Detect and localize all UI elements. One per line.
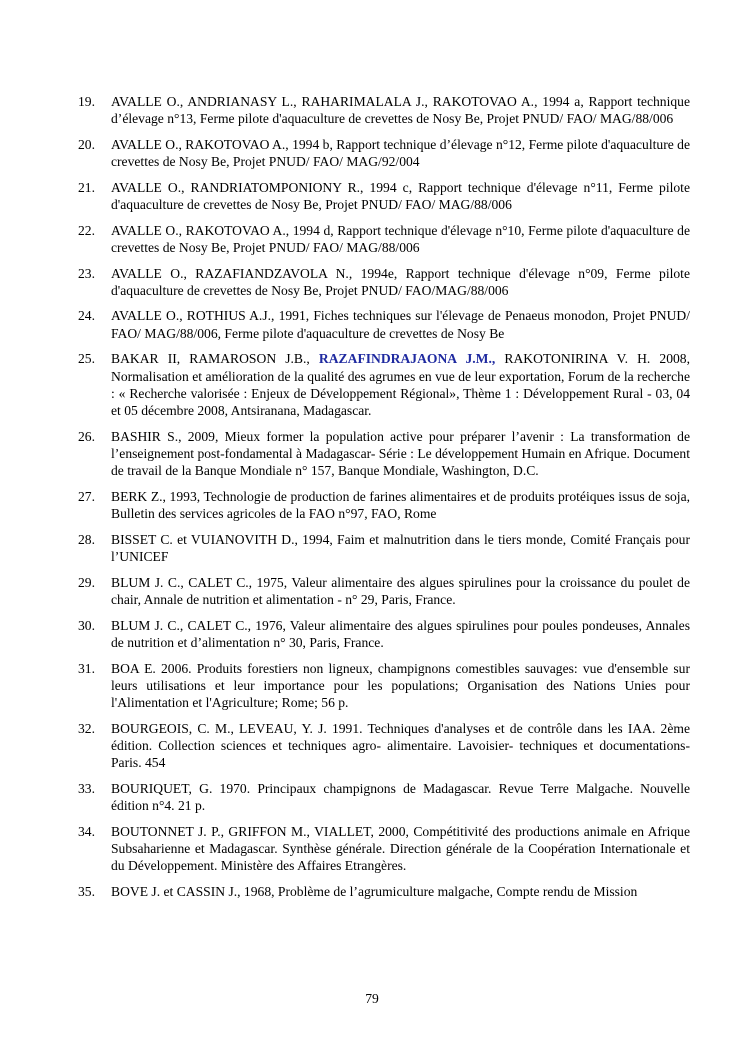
reference-text: BERK Z., 1993, Technologie de production de farines alimentaires et de produits protéiques issus de soja, Bulletin des services agricoles de la FAO n°97, FAO, Rome	[111, 489, 690, 522]
reference-text: AVALLE O., ROTHIUS A.J., 1991, Fiches techniques sur l'élevage de Penaeus monodon, Projet PNUD/ FAO/ MAG/88/006, Ferme pilote d'aquaculture de crevettes de Nosy Be	[111, 308, 690, 341]
reference-number: 24.	[78, 308, 95, 324]
reference-item	[78, 222, 690, 257]
reference-text: AVALLE O., ANDRIANASY L., RAHARIMALALA J., RAKOTOVAO A., 1994 a, Rapport technique d’élevage n°13, Ferme pilote d'aquaculture de crevettes de Nosy Be, Projet PNUD/ FAO/ MAG/88/006	[111, 94, 690, 127]
reference-text: BOUTONNET J. P., GRIFFON M., VIALLET, 2000, Compétitivité des productions animale en Afrique Subsaharienne et Madagascar. Synthèse générale. Direction générale de la Coopération Internationale et du Développement. Ministère des Affaires Etrangères.	[111, 823, 690, 874]
reference-text: BASHIR S., 2009, Mieux former la population active pour préparer l’avenir : La transformation de l’enseignement post-fondamental à Madagascar- Série : Le développement Humain en Afrique. Document de travail de la Banque Mondiale n° 157, Banque Mondiale, Washington, D.C.	[111, 428, 690, 479]
reference-text: BISSET C. et VUIANOVITH D., 1994, Faim et malnutrition dans le tiers monde, Comité Français pour l’UNICEF	[111, 531, 690, 565]
reference-text: AVALLE O., RAKOTOVAO A., 1994 b, Rapport technique d’élevage n°12, Ferme pilote d'aquaculture de crevettes de Nosy Be, Projet PNUD/ FAO/ MAG/92/004	[111, 136, 690, 170]
reference-text: BOA E. 2006. Produits forestiers non ligneux, champignons comestibles sauvages: vue d'ensemble sur leurs utilisations et leur importance pour les populations; Organisation des Nations Unies pour l'Alimentation et l'Agriculture; Rome; 56 p.	[111, 660, 690, 711]
reference-text: AVALLE O., RAKOTOVAO A., 1994 d, Rapport technique d'élevage n°10, Ferme pilote d'aquaculture de crevettes de Nosy Be, Projet PNUD/ FAO/ MAG/88/006	[111, 222, 690, 255]
reference-item	[78, 428, 690, 480]
reference-item	[78, 660, 690, 712]
reference-number: 32.	[78, 720, 95, 736]
reference-item	[78, 136, 690, 171]
reference-text: BOURIQUET, G. 1970. Principaux champignons de Madagascar. Revue Terre Malgache. Nouvelle édition n°4. 21 p.	[111, 780, 690, 814]
reference-text: BLUM J. C., CALET C., 1976, Valeur alimentaire des algues spirulines pour poules pondeuses, Annales de nutrition et d’alimentation n° 30, Paris, France.	[111, 617, 690, 650]
reference-item	[78, 780, 690, 815]
reference-item	[78, 574, 690, 609]
reference-number: 33.	[78, 780, 95, 796]
reference-text: AVALLE O., RAZAFIANDZAVOLA N., 1994e, Rapport technique d'élevage n°09, Ferme pilote d'aquaculture de crevettes de Nosy Be, Projet PNUD/ FAO/MAG/88/006	[111, 265, 690, 298]
reference-item	[78, 823, 690, 875]
reference-item	[78, 179, 690, 214]
reference-number: 26.	[78, 428, 95, 444]
reference-text: AVALLE O., RANDRIATOMPONIONY R., 1994 c, Rapport technique d'élevage n°11, Ferme pilote d'aquaculture de crevettes de Nosy Be, Projet PNUD/ FAO/ MAG/88/006	[111, 179, 690, 213]
reference-item	[78, 265, 690, 300]
reference-number: 34.	[78, 823, 95, 839]
reference-number: 20.	[78, 136, 95, 152]
reference-item	[78, 531, 690, 566]
reference-item	[78, 617, 690, 652]
reference-item	[78, 350, 690, 419]
reference-item	[78, 488, 690, 523]
reference-number: 27.	[78, 489, 95, 505]
reference-list	[78, 93, 690, 909]
reference-number: 30.	[78, 617, 95, 633]
reference-number: 21.	[78, 179, 95, 195]
reference-number: 35.	[78, 884, 95, 900]
reference-number: 31.	[78, 660, 95, 676]
reference-item	[78, 93, 690, 128]
reference-item	[78, 720, 690, 772]
reference-item	[78, 307, 690, 342]
reference-number: 29.	[78, 574, 95, 590]
highlighted-author: RAZAFINDRAJAONA J.M.,	[318, 351, 496, 367]
reference-number: 25.	[78, 351, 95, 367]
reference-text: BOVE J. et CASSIN J., 1968, Problème de l’agrumiculture malgache, Compte rendu de Mission	[111, 884, 638, 900]
reference-text: BLUM J. C., CALET C., 1975, Valeur alimentaire des algues spirulines pour la croissance du poulet de chair, Annale de nutrition et alimentation - n° 29, Paris, France.	[111, 574, 690, 608]
reference-text: BOURGEOIS, C. M., LEVEAU, Y. J. 1991. Techniques d'analyses et de contrôle dans les IAA. 2ème édition. Collection sciences et techniques agro- alimentaire. Lavoisier- techniques et documentations- Paris. 454	[111, 720, 690, 771]
reference-number: 22.	[78, 222, 95, 238]
reference-number: 23.	[78, 265, 95, 281]
reference-item	[78, 883, 690, 900]
reference-number: 28.	[78, 531, 95, 547]
page-number: 79	[365, 991, 379, 1006]
reference-text: BAKAR II, RAMAROSON J.B., RAZAFINDRAJAONA J.M., RAKOTONIRINA V. H. 2008, Normalisation et amélioration de la qualité des agrumes en vue de leur exportation, Forum de la recherche : « Recherche valorisée : Enjeux de Développement Régional», Thème 1 : Développement Rural - 03, 04 et 05 décembre 2008, Antsiranana, Madagascar.	[111, 351, 690, 419]
reference-number: 19.	[78, 94, 95, 109]
